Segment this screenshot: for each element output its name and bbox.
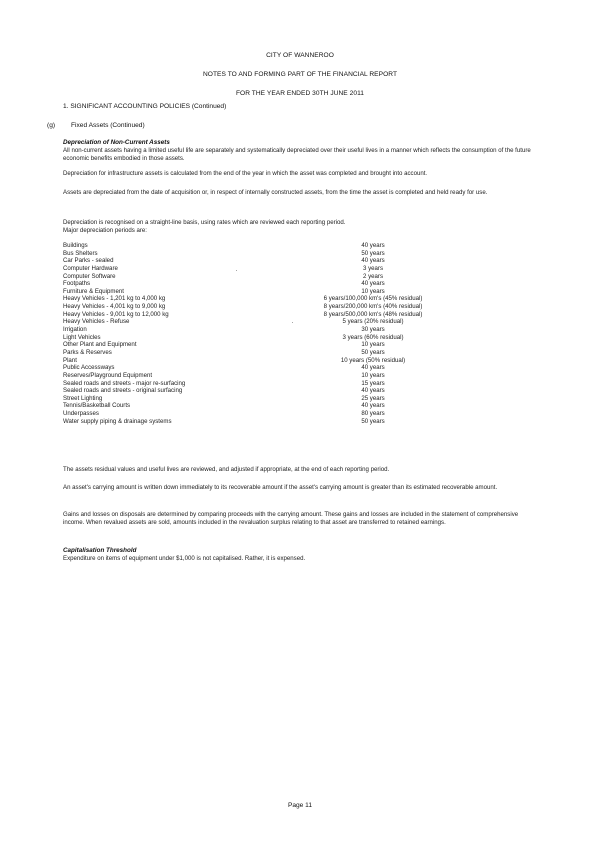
table-row (63, 288, 483, 296)
depreciation-period: 80 years (361, 410, 385, 418)
depreciation-para-3: Assets are depreciated from the date of acquisition or, in respect of internally constructed assets, from the time the asset is completed and held ready for use. (63, 189, 488, 196)
section-heading: 1. SIGNIFICANT ACCOUNTING POLICIES (Continued) (63, 103, 227, 110)
depreciation-period: 3 years (363, 264, 383, 272)
depreciation-period: 40 years (361, 242, 385, 249)
asset-class: Heavy Vehicles - 9,001 kg to 12,000 kg (63, 310, 169, 318)
capitalisation-text: Expenditure on items of equipment under $1,000 is not capitalised. Rather, it is expensed. (63, 555, 306, 562)
scan-speck (236, 270, 237, 271)
table-row (63, 395, 483, 403)
depreciation-period: 6 years/100,000 km's (45% residual) (323, 295, 423, 303)
depreciation-period: 8 years/200,000 km's (40% residual) (323, 303, 423, 311)
page-number: Page 11 (287, 802, 313, 809)
depreciation-para-4-line-1: Depreciation is recognised on a straight-line basis, using rates which are reviewed each reporting period. (63, 219, 346, 226)
asset-class: Street Lighting (63, 394, 103, 402)
table-row (63, 387, 483, 395)
asset-class: Computer Software (63, 272, 116, 280)
asset-class: Parks & Reserves (63, 348, 112, 356)
table-row (63, 311, 483, 319)
table-row (63, 357, 483, 365)
table-row (63, 418, 483, 426)
table-row (63, 410, 483, 418)
table-row (63, 273, 483, 281)
subsection-label: (g) (47, 122, 56, 129)
depreciation-para-1: All non-current assets having a limited useful life are separately and systematically depreciated over their useful lives in a manner which reflects the consumption of the future economic benefits embodied in those assets. (63, 147, 531, 162)
asset-class: Underpasses (63, 410, 99, 418)
asset-class: Sealed roads and streets - major re-surfacing (63, 379, 186, 387)
asset-class: Other Plant and Equipment (63, 341, 137, 349)
asset-class: Tennis/Basketball Courts (63, 402, 131, 410)
org-name: CITY OF WANNEROO (266, 52, 334, 59)
depreciation-period: 10 years (50% residual) (340, 356, 406, 364)
depreciation-period: 40 years (361, 364, 385, 372)
depreciation-period: 8 years/500,000 km's (48% residual) (323, 310, 423, 318)
depreciation-period: 50 years (361, 348, 385, 356)
asset-class: Heavy Vehicles - 1,201 kg to 4,000 kg (63, 295, 166, 303)
asset-class: Heavy Vehicles - 4,001 kg to 9,000 kg (63, 303, 166, 311)
table-row (63, 280, 483, 288)
depreciation-period: 40 years (361, 280, 385, 288)
table-row (63, 380, 483, 388)
depreciation-period: 15 years (361, 379, 385, 387)
asset-class: Furniture & Equipment (63, 287, 124, 295)
depreciation-period: 3 years (60% residual) (342, 333, 404, 341)
depreciation-period: 10 years (361, 371, 385, 379)
table-row (63, 326, 483, 334)
asset-class: Car Parks - sealed (63, 257, 114, 265)
asset-class: Sealed roads and streets - original surfacing (63, 387, 183, 395)
depreciation-para-2: Depreciation for infrastructure assets is calculated from the end of the year in which the asset was completed and brought into account. (63, 170, 428, 177)
asset-class: Footpaths (63, 280, 91, 288)
asset-class: Public Accessways (63, 364, 115, 372)
table-row (63, 349, 483, 357)
depreciation-period: 40 years (361, 402, 385, 410)
gains-losses-para: Gains and losses on disposals are determined by comparing proceeds with the carrying amount. These gains and losses are included in the statement of comprehensive income. When revalued assets are sold, amounts included in the revaluation surplus relating to that asset are transferred to retained earnings. (63, 511, 519, 526)
table-row (63, 250, 483, 258)
depreciation-period: 50 years (361, 417, 385, 425)
asset-class: Light Vehicles (63, 333, 101, 341)
depreciation-para-4 (63, 219, 533, 235)
depreciation-period: 40 years (361, 387, 385, 395)
asset-class: Bus Shelters (63, 249, 98, 257)
asset-class: Buildings (63, 242, 88, 249)
asset-class: Water supply piping & drainage systems (63, 417, 172, 425)
carrying-amount-para: An asset's carrying amount is written down immediately to its recoverable amount if the asset's carrying amount is greater than its estimated recoverable amount. (63, 484, 498, 491)
table-row (63, 402, 483, 410)
table-row (63, 303, 483, 311)
table-row (63, 242, 483, 250)
capitalisation-heading: Capitalisation Threshold (63, 547, 137, 554)
table-row (63, 334, 483, 342)
depreciation-period: 40 years (361, 257, 385, 265)
report-period: FOR THE YEAR ENDED 30TH JUNE 2011 (235, 90, 365, 97)
depreciation-period: 50 years (361, 249, 385, 257)
depreciation-period: 10 years (361, 287, 385, 295)
asset-class: Heavy Vehicles - Refuse (63, 318, 130, 326)
depreciation-period: 2 years (363, 272, 383, 280)
asset-class: Computer Hardware (63, 264, 118, 272)
depreciation-period: 25 years (361, 394, 385, 402)
table-row (63, 257, 483, 265)
table-row (63, 364, 483, 372)
depreciation-periods-table (63, 242, 483, 425)
depreciation-period: 10 years (361, 341, 385, 349)
table-row (63, 372, 483, 380)
residual-values-para: The assets residual values and useful lives are reviewed, and adjusted if appropriate, at the end of each reporting period. (63, 466, 390, 473)
scan-speck (292, 322, 293, 323)
depreciation-heading: Depreciation of Non-Current Assets (63, 139, 170, 146)
depreciation-para-4-line-2: Major depreciation periods are: (63, 227, 148, 234)
asset-class: Reserves/Playground Equipment (63, 371, 153, 379)
table-row (63, 265, 483, 273)
table-row (63, 295, 483, 303)
asset-class: Plant (63, 356, 77, 364)
depreciation-period: 30 years (361, 326, 385, 334)
table-row (63, 341, 483, 349)
asset-class: Irrigation (63, 326, 87, 334)
table-row (63, 318, 483, 326)
subsection-title: Fixed Assets (Continued) (71, 122, 145, 129)
report-title: NOTES TO AND FORMING PART OF THE FINANCIAL REPORT (202, 71, 398, 78)
depreciation-period: 5 years (20% residual) (342, 318, 404, 326)
